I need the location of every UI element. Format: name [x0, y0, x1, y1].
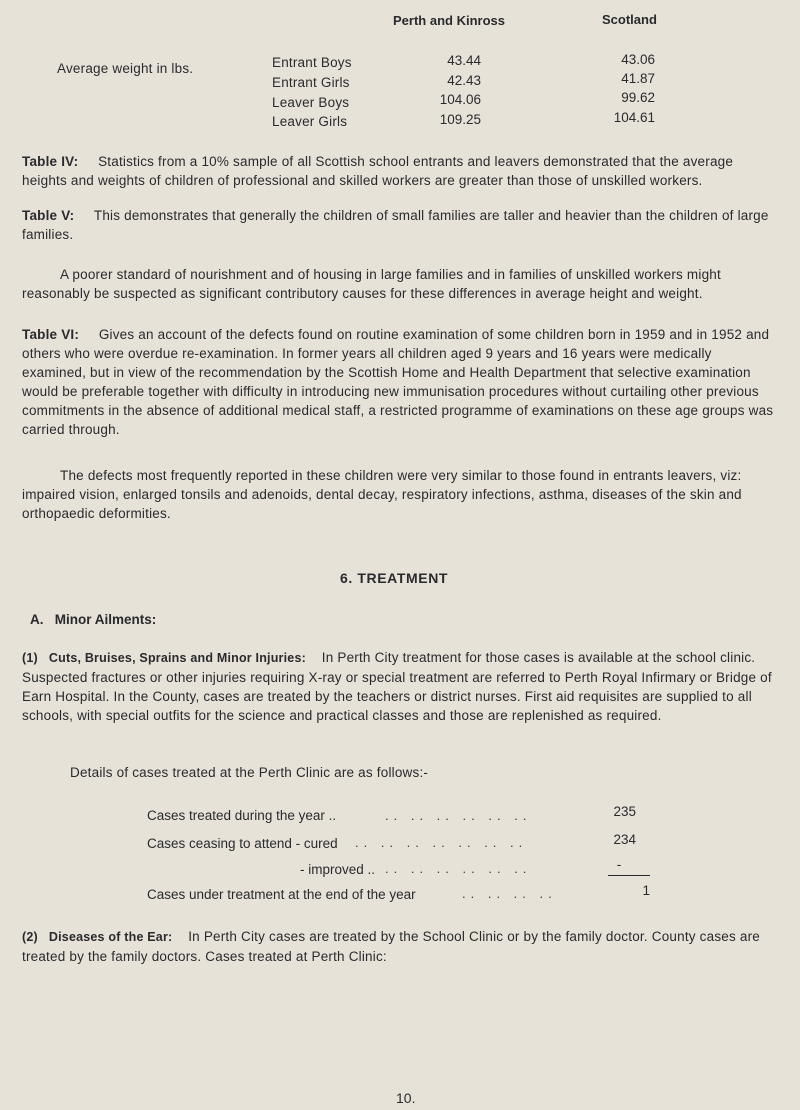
cell-perth-entrant-girls: 42.43 [447, 73, 481, 88]
row-label-entrant-boys: Entrant Boys [272, 55, 352, 70]
ear-diseases-paragraph [22, 927, 774, 966]
cases-row-leader: .. .. .. .. .. .. [385, 861, 532, 876]
cell-scotland-entrant-girls: 41.87 [621, 71, 655, 86]
row-label-entrant-girls: Entrant Girls [272, 75, 350, 90]
cell-scotland-leaver-boys: 99.62 [621, 90, 655, 105]
nourishment-paragraph: A poorer standard of nourishment and of housing in large families and in families of unskilled workers might reasonably be suspected as significant contributory causes for these differences in average height and weight. [22, 267, 721, 301]
subsection-minor-ailments: A. Minor Ailments: [30, 612, 157, 627]
cases-row-leader: .. .. .. .. [462, 886, 557, 901]
defects-paragraph: The defects most frequently reported in these children were very similar to those found in entrants leavers, viz: impaired vision, enlarged tonsils and adenoids, dental decay, respiratory infections, asthma, diseases of the skin and orthopaedic deformities. [22, 468, 742, 521]
cell-perth-leaver-girls: 109.25 [439, 112, 481, 127]
table-iv-paragraph [22, 152, 774, 190]
total-rule [608, 875, 650, 876]
cuts-bruises-paragraph [22, 648, 774, 725]
cases-row-leader: .. .. .. .. .. .. .. [355, 835, 528, 850]
cases-row-leader: .. .. .. .. .. .. [385, 808, 532, 823]
details-intro: Details of cases treated at the Perth Clinic are as follows:- [70, 765, 429, 780]
table-iv-text: Statistics from a 10% sample of all Scottish school entrants and leavers demonstrated that the average heights and weights of children of professional and skilled workers are greater than those of unskilled workers. [22, 154, 734, 188]
table-vi-paragraph [22, 325, 774, 439]
col-header-scotland: Scotland [602, 12, 657, 27]
cases-row-label: - improved .. [300, 862, 376, 877]
table-vi-lead: Table VI: [22, 327, 80, 342]
section-title-treatment: 6. TREATMENT [340, 570, 449, 586]
cases-row-label: Cases treated during the year .. [147, 808, 337, 823]
row-group-label: Average weight in lbs. [57, 61, 194, 76]
cell-perth-entrant-boys: 43.44 [447, 53, 481, 68]
cell-scotland-entrant-boys: 43.06 [621, 52, 655, 67]
cases-row-value: 234 [613, 832, 636, 847]
table-vi-text: Gives an account of the defects found on routine examination of some children born in 1959 and in 1952 and others who were overdue re-examination. In former years all children aged 9 years and 16 years were medically examined, but in view of the recommendation by the Scottish Home and Health Department that selective examination would be preferable together with difficulty in introducing new immunisation procedures without curtailing other previous commitments in the absence of additional medical staff, a restricted programme of examinations on these age groups was carried through. [22, 327, 774, 437]
table-v-lead: Table V: [22, 208, 75, 223]
cases-row-value: 235 [613, 804, 636, 819]
cases-row-value: - [616, 857, 622, 872]
cases-row-label: Cases under treatment at the end of the year [147, 887, 416, 902]
cuts-bruises-text: In Perth City treatment for those cases is available at the school clinic. Suspected fractures or other injuries requiring X-ray or special treatment are referred to Perth Royal Infirmary or Bridge of Earn Hospital. In the County, cases are treated by the teachers or district nurses. First aid requisites are supplied to all schools, with special outfits for the science and practical classes and those are replenished as required. [22, 650, 772, 723]
table-iv-lead: Table IV: [22, 154, 79, 169]
col-header-perth-kinross: Perth and Kinross [393, 13, 505, 28]
table-v-paragraph [22, 206, 774, 244]
table-v-text: This demonstrates that generally the children of small families are taller and heavier than the children of large families. [22, 208, 769, 242]
cuts-bruises-lead: (1) Cuts, Bruises, Sprains and Minor Injuries: [22, 651, 306, 665]
cell-scotland-leaver-girls: 104.61 [613, 110, 655, 125]
cell-perth-leaver-boys: 104.06 [439, 92, 481, 107]
cases-row-value: 1 [642, 883, 650, 898]
row-label-leaver-boys: Leaver Boys [272, 95, 350, 110]
cases-row-label: Cases ceasing to attend - cured [147, 836, 338, 851]
ear-diseases-lead: (2) Diseases of the Ear: [22, 930, 173, 944]
ear-diseases-text: In Perth City cases are treated by the School Clinic or by the family doctor. County cases are treated by the family doctors. Cases treated at Perth Clinic: [22, 929, 761, 964]
row-label-leaver-girls: Leaver Girls [272, 114, 348, 129]
page-number: 10. [396, 1090, 416, 1106]
